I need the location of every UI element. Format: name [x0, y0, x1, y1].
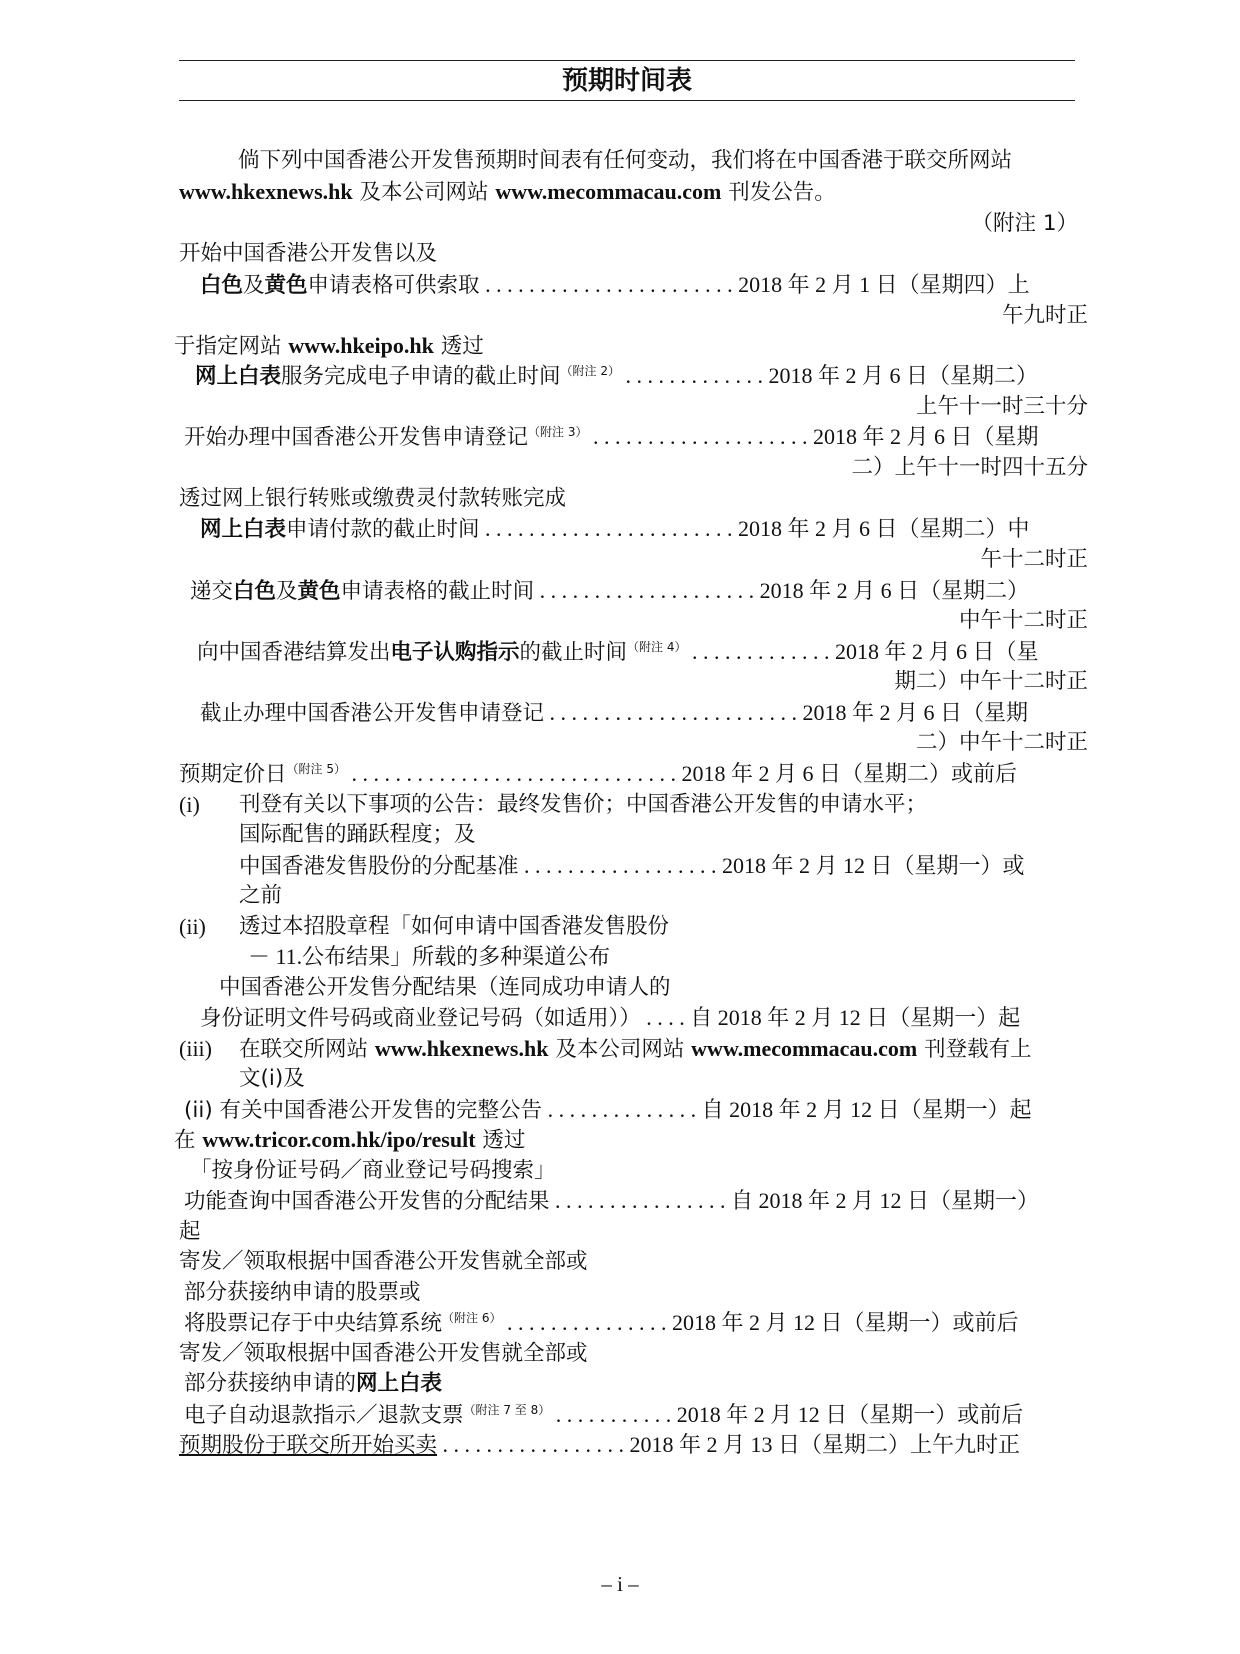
row-14-line-a: 寄发／领取根据中国香港公开发售就全部或: [179, 1249, 588, 1274]
row-15-line-a: 寄发／领取根据中国香港公开发售就全部或: [179, 1341, 588, 1366]
page-number: – i –: [601, 1572, 639, 1596]
row-2-line-b: 网上白表服务完成电子申请的截止时间$^{(附注 2)}$ . . . . . . . . . . . . . 2018 年 2 月 6 日（星期二）: [195, 363, 1038, 389]
row-6-line-a: 向中国香港结算发出电子认购指示的截止时间$^{(附注 4)}$ . . . . . . . . . . . . . 2018 年 2 月 6 日（星: [197, 639, 1039, 665]
row-2-line-a: 于指定网站 www.hkeipo.hk 透过: [174, 333, 484, 359]
hkexnews-link-2[interactable]: www.hkexnews.hk: [374, 1036, 549, 1061]
mecommacau-link[interactable]: www.mecommacau.com: [495, 179, 722, 204]
row-9-line-d: 之前: [239, 883, 283, 908]
hkeipo-link[interactable]: www.hkeipo.hk: [288, 333, 434, 358]
row-14-line-c: 将股票记存于中央结算系统$^{(附注 6)}$ . . . . . . . . . . . . . . . 2018 年 2 月 12 日（星期一）或前后: [184, 1310, 1019, 1336]
row-9-line-c: 中国香港发售股份的分配基准 . . . . . . . . . . . . . . . . . . 2018 年 2 月 12 日（星期一）或: [239, 853, 1025, 879]
row-4-line-c: 午十二时正: [980, 547, 1088, 572]
row-13-line-b: 「按身份证号码／商业登记号码搜索」: [190, 1158, 556, 1183]
row-3-line-b: 二）上午十一时四十五分: [851, 455, 1088, 480]
row-12-line: (ii) 有关中国香港公开发售的完整公告 . . . . . . . . . . . . . . 自 2018 年 2 月 12 日（星期一）起: [184, 1097, 1032, 1123]
row-10-line-a: 透过本招股章程「如何申请中国香港发售股份: [239, 914, 670, 939]
top-rule: [179, 60, 1075, 61]
row-13-line-d: 起: [179, 1219, 201, 1244]
row-10-line-d: 身份证明文件号码或商业登记号码（如适用）） . . . . 自 2018 年 2 月 12 日（星期一）起: [200, 1005, 1021, 1031]
row-2-line-c: 上午十一时三十分: [915, 394, 1088, 419]
intro-note: （附注 1）: [971, 211, 1078, 236]
intro-line-1: 倘下列中国香港公开发售预期时间表有任何变动，我们将在中国香港于联交所网站: [238, 148, 1013, 173]
row-4-line-b: 网上白表申请付款的截止时间 . . . . . . . . . . . . . . . . . . . . . . . 2018 年 2 月 6 日（星期二）中: [200, 516, 1030, 542]
row-7-line-c: 二）中午十二时正: [915, 730, 1088, 755]
hkexnews-link[interactable]: www.hkexnews.hk: [179, 179, 353, 204]
row-10-line-b: － 11.公布结果」所载的多种渠道公布: [248, 944, 611, 969]
row-9-number: (i): [179, 792, 200, 817]
row-6-line-c: 期二）中午十二时正: [894, 669, 1088, 694]
row-8-line: 预期定价日$^{(附注 5)}$ . . . . . . . . . . . . . . . . . . . . . . . . . . . . . . 2018 年 2 月 6 日（星期二）或前后: [179, 761, 1017, 787]
tricor-link[interactable]: www.tricor.com.hk/ipo/result: [202, 1127, 476, 1152]
row-13-line-c: 功能查询中国香港公开发售的分配结果 . . . . . . . . . . . . . . . . 自 2018 年 2 月 12 日（星期一）: [184, 1188, 1040, 1214]
page-title: 预期时间表: [561, 66, 692, 96]
row-5-line-a: 递交白色及黄色申请表格的截止时间 . . . . . . . . . . . . . . . . . . . . 2018 年 2 月 6 日（星期二）: [190, 578, 1030, 604]
row-11-line-b: 文(i)及: [239, 1066, 305, 1091]
mecommacau-link-2[interactable]: www.mecommacau.com: [691, 1036, 918, 1061]
row-1-line-b: 白色及黄色申请表格可供索取 . . . . . . . . . . . . . . . . . . . . . . . 2018 年 2 月 1 日（星期四）上: [200, 272, 1030, 298]
row-15-line-c: 电子自动退款指示／退款支票$^{(附注 7 至 8)}$ . . . . . . . . . . . 2018 年 2 月 12 日（星期一）或前后: [184, 1402, 1024, 1428]
row-13-line-a: 在 www.tricor.com.hk/ipo/result 透过: [174, 1127, 526, 1153]
intro-line-2: www.hkexnews.hk 及本公司网站 www.mecommacau.com 刊发公告。: [179, 179, 836, 205]
row-9-line-b: 国际配售的踊跃程度；及: [239, 822, 476, 847]
row-3-line-a: 开始办理中国香港公开发售申请登记$^{(附注 3)}$ . . . . . . . . . . . . . . . . . . . . 2018 年 2 月 6 日（星期: [184, 424, 1039, 450]
row-10-number: (ii): [179, 914, 206, 939]
row-16-line: 预期股份于联交所开始买卖 . . . . . . . . . . . . . . . . . 2018 年 2 月 13 日（星期二）上午九时正: [179, 1432, 1021, 1458]
row-14-line-b: 部分获接纳申请的股票或: [184, 1280, 421, 1305]
row-1-line-c: 午九时正: [1001, 303, 1088, 328]
row-7-line-a: 截止办理中国香港公开发售申请登记 . . . . . . . . . . . . . . . . . . . . . . . 2018 年 2 月 6 日（星期: [200, 700, 1029, 726]
row-1-line-a: 开始中国香港公开发售以及: [179, 241, 438, 266]
row-5-line-c: 中午十二时正: [958, 608, 1088, 633]
row-4-line-a: 透过网上银行转账或缴费灵付款转账完成: [179, 486, 567, 511]
row-11-line-a: 在联交所网站 www.hkexnews.hk 及本公司网站 www.mecommacau.com 刊登载有上: [239, 1036, 1032, 1062]
bottom-rule: [179, 100, 1075, 101]
row-11-number: (iii): [179, 1036, 212, 1061]
row-9-line-a: 刊登有关以下事项的公告：最终发售价；中国香港公开发售的申请水平；: [239, 792, 928, 817]
row-15-line-b: 部分获接纳申请的网上白表: [184, 1371, 443, 1396]
row-10-line-c: 中国香港公开发售分配结果（连同成功申请人的: [219, 975, 671, 1000]
